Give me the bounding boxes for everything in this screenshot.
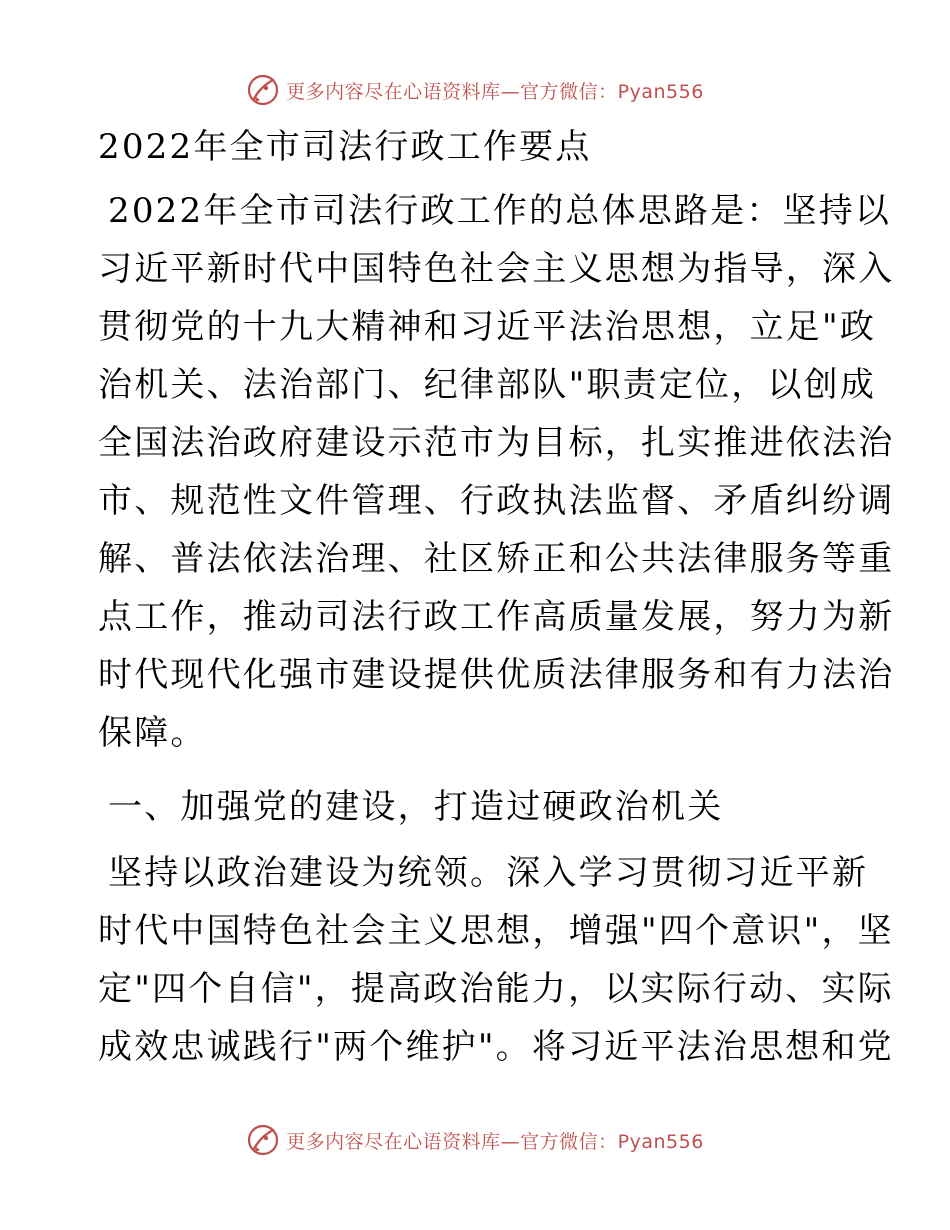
paragraph-line: 治机关、法治部门、纪律部队"职责定位，以创成	[98, 365, 877, 405]
header-watermark-banner	[0, 70, 950, 110]
paragraph-line: 贯彻党的十九大精神和习近平法治思想，立足"政	[98, 307, 877, 347]
watermark-text: 更多内容尽在心语资料库—官方微信：Pyan556	[286, 80, 704, 103]
paragraph-line: 习近平新时代中国特色社会主义思想为指导，深入	[98, 249, 895, 289]
paragraph-line: 坚持以政治建设为统领。深入学习贯彻习近平新	[108, 853, 869, 893]
footer-watermark-banner	[0, 1120, 950, 1160]
paragraph-line: 点工作，推动司法行政工作高质量发展，努力为新	[98, 597, 895, 637]
paragraph-line: 全国法治政府建设示范市为目标，扎实推进依法治	[98, 423, 895, 463]
pen-logo-icon	[246, 73, 280, 107]
watermark-text: 更多内容尽在心语资料库—官方微信：Pyan556	[286, 1130, 704, 1153]
section-heading: 一、加强党的建设，打造过硬政治机关	[108, 787, 724, 827]
paragraph-line: 市、规范性文件管理、行政执法监督、矛盾纠纷调	[98, 481, 895, 521]
document-body	[98, 118, 895, 1076]
paragraph-line: 成效忠诚践行"两个维护"。将习近平法治思想和党	[98, 1027, 894, 1067]
paragraph-line: 解、普法依法治理、社区矫正和公共法律服务等重	[98, 539, 895, 579]
paragraph-line: 时代中国特色社会主义思想，增强"四个意识"，坚	[98, 911, 894, 951]
document-title: 2022年全市司法行政工作要点	[98, 127, 592, 167]
paragraph-line: 定"四个自信"，提高政治能力，以实际行动、实际	[98, 969, 894, 1009]
paragraph-line: 2022年全市司法行政工作的总体思路是：坚持以	[108, 191, 892, 231]
paragraph-line: 时代现代化强市建设提供优质法律服务和有力法治	[98, 655, 895, 695]
pen-logo-icon	[246, 1123, 280, 1157]
paragraph-line: 保障。	[98, 713, 207, 753]
